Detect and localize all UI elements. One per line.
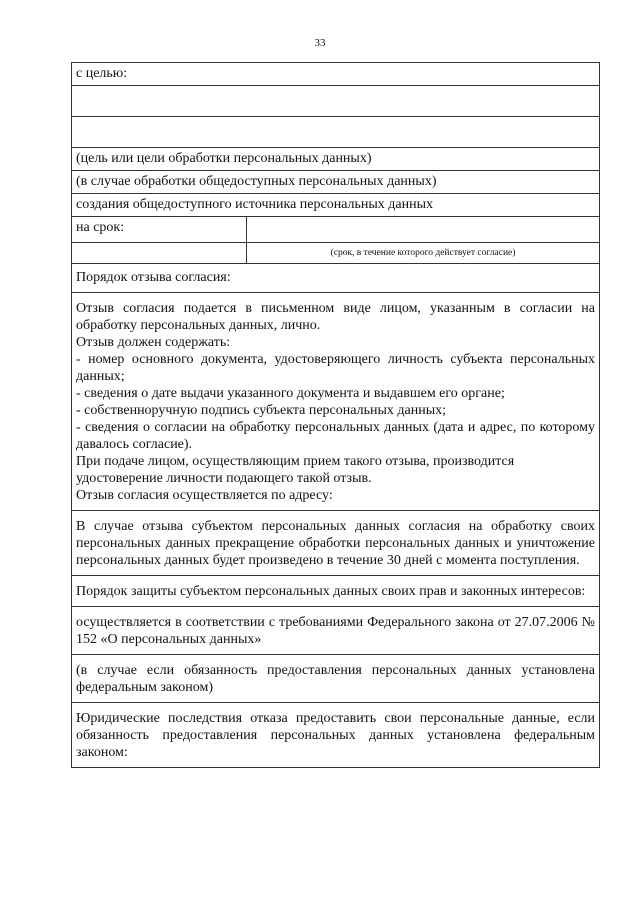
revoke-consequence-text: В случае отзыва субъектом персональных данных согласия на обработку своих персональных данных прекращение обработки персональных данных и уничтожение персональных данных будет произведено в течение 30 дней с момента поступления. [72, 511, 600, 576]
purpose-blank-row-2 [72, 117, 600, 148]
term-note: (срок, в течение которого действует согласие) [247, 243, 600, 264]
term-field[interactable] [247, 217, 600, 243]
revoke-paragraph-4: - сведения о дате выдачи указанного документа и выдавшем его органе; [76, 386, 505, 401]
purpose-label: с целью: [72, 63, 600, 86]
public-source-row [72, 194, 600, 217]
public-data-note: (в случае обработки общедоступных персональных данных) [72, 171, 600, 194]
public-data-note-row [72, 171, 600, 194]
revoke-consequence-row [72, 511, 600, 576]
mandatory-note-row [72, 655, 600, 703]
purpose-row [72, 63, 600, 86]
protection-law-text: осуществляется в соответствии с требованиями Федерального закона от 27.07.2006 № 152 «О персональных данных» [72, 607, 600, 655]
protection-order-row [72, 576, 600, 607]
refusal-consequences-text: Юридические последствия отказа предоставить свои персональные данные, если обязанность предоставления персональных данных установлена федеральным законом: [72, 703, 600, 768]
term-note-row [72, 243, 600, 264]
term-row [72, 217, 600, 243]
protection-order-text: Порядок защиты субъектом персональных данных своих прав и законных интересов: [72, 576, 600, 607]
purpose-field-1[interactable] [72, 86, 600, 117]
protection-law-row [72, 607, 600, 655]
page-number: 33 [314, 37, 326, 49]
revoke-text-row [72, 293, 600, 511]
public-source-text: создания общедоступного источника персональных данных [72, 194, 600, 217]
revoke-paragraph-5: - собственноручную подпись субъекта персональных данных; [76, 403, 446, 418]
purpose-field-2[interactable] [72, 117, 600, 148]
revoke-order-heading: Порядок отзыва согласия: [72, 264, 600, 293]
consent-form-table [71, 62, 600, 768]
purpose-blank-row-1 [72, 86, 600, 117]
revoke-paragraph-7: При подаче лицом, осуществляющим прием такого отзыва, производится удостоверение личности подающего такой отзыв. [76, 454, 515, 486]
revoke-paragraph-3: - номер основного документа, удостоверяющего личность субъекта персональных данных; [76, 352, 596, 384]
revoke-order-row [72, 264, 600, 293]
term-note-blank [72, 243, 247, 264]
refusal-consequences-row [72, 703, 600, 768]
revoke-paragraph-8: Отзыв согласия осуществляется по адресу: [76, 488, 333, 503]
purpose-note: (цель или цели обработки персональных данных) [72, 148, 600, 171]
revoke-paragraph-1: Отзыв согласия подается в письменном виде лицом, указанным в согласии на обработку персональных данных, лично. [76, 301, 596, 333]
mandatory-note-text: (в случае если обязанность предоставления персональных данных установлена федеральным законом) [72, 655, 600, 703]
revoke-paragraph-2: Отзыв должен содержать: [76, 335, 231, 350]
revoke-text-block [72, 293, 600, 511]
term-label: на срок: [72, 217, 247, 243]
revoke-paragraph-6: - сведения о согласии на обработку персональных данных (дата и адрес, по которому давалось согласие). [76, 420, 596, 452]
purpose-note-row [72, 148, 600, 171]
